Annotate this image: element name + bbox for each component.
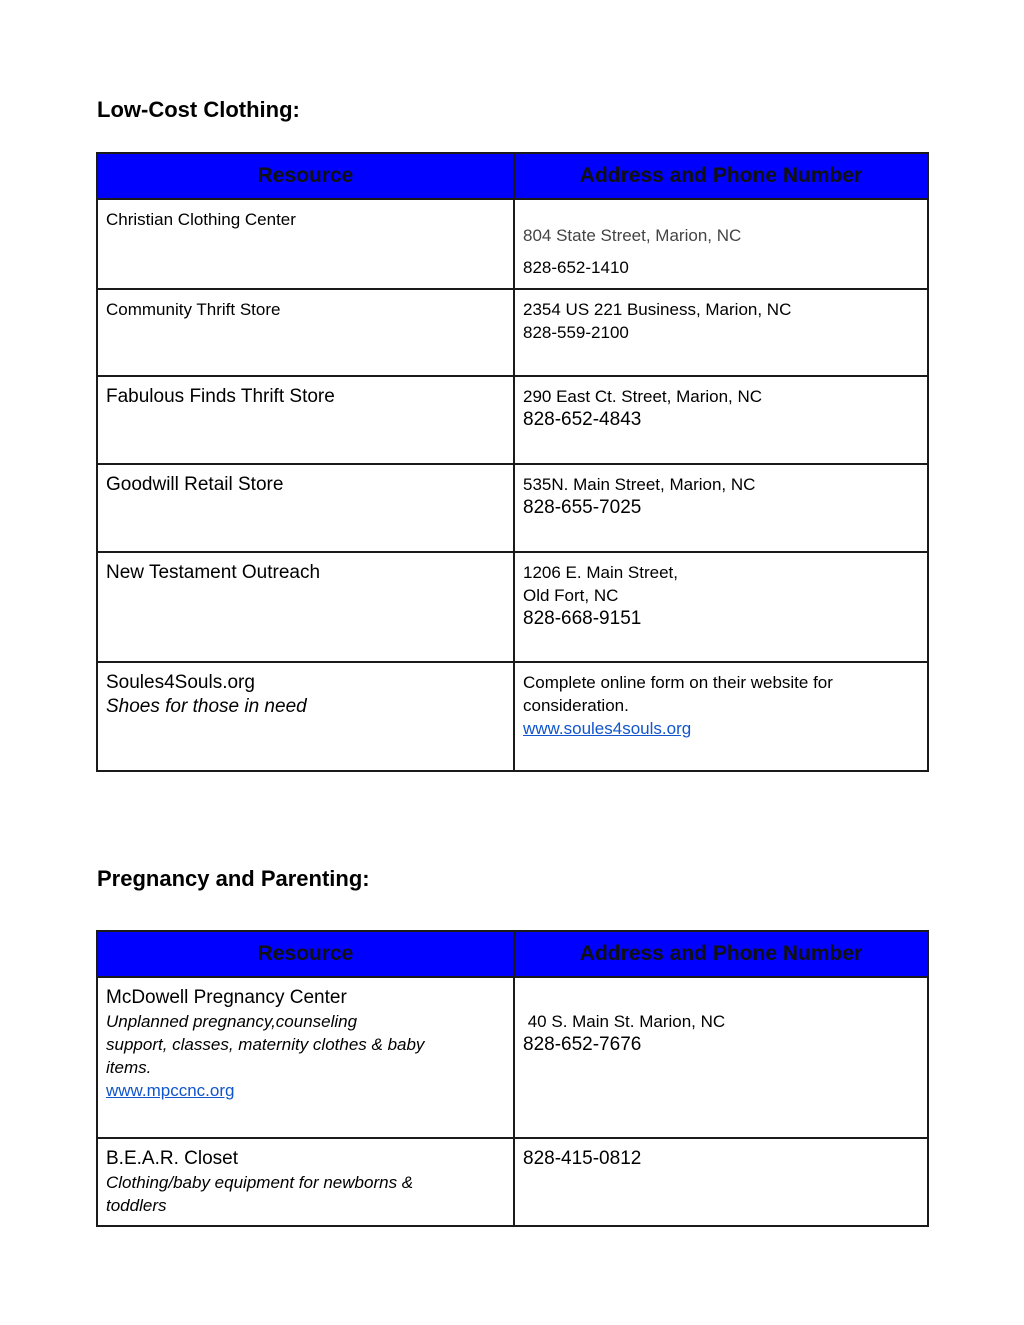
resource-cell: [97, 199, 514, 289]
resource-cell: [97, 376, 514, 464]
low-cost-clothing-table: [96, 152, 929, 772]
phone-number: 828-652-1410: [523, 258, 629, 277]
resource-name: McDowell Pregnancy Center: [106, 987, 347, 1008]
header-resource: Resource: [97, 931, 514, 977]
resource-cell: [97, 662, 514, 771]
address-cell: [514, 977, 928, 1138]
resource-description: support, classes, maternity clothes & baby: [106, 1035, 425, 1054]
address-cell: [514, 464, 928, 552]
resource-name: Christian Clothing Center: [106, 210, 296, 229]
phone-number: 828-652-4843: [523, 409, 642, 430]
phone-number: 828-415-0812: [523, 1148, 642, 1169]
table-row: [97, 977, 928, 1138]
address-line: 2354 US 221 Business, Marion, NC: [523, 300, 792, 319]
resource-cell: [97, 977, 514, 1138]
address-cell: [514, 1138, 928, 1226]
table-row: [97, 1138, 928, 1226]
phone-number: 828-652-7676: [523, 1034, 642, 1055]
table-row: [97, 552, 928, 662]
table-row: [97, 199, 928, 289]
address-line: Complete online form on their website for: [523, 673, 833, 692]
header-address-phone: Address and Phone Number: [514, 931, 928, 977]
table-row: [97, 662, 928, 771]
address-line: 804 State Street, Marion, NC: [523, 226, 742, 245]
table-row: [97, 376, 928, 464]
website-link[interactable]: www.soules4souls.org: [523, 719, 692, 738]
resource-cell: [97, 552, 514, 662]
phone-number: 828-668-9151: [523, 608, 642, 629]
header-resource: Resource: [97, 153, 514, 199]
table-row: [97, 464, 928, 552]
address-line: Old Fort, NC: [523, 586, 619, 605]
resource-name: Community Thrift Store: [106, 300, 281, 319]
resource-description: toddlers: [106, 1196, 167, 1215]
address-cell: [514, 376, 928, 464]
resource-name: B.E.A.R. Closet: [106, 1148, 238, 1169]
address-cell: [514, 552, 928, 662]
resource-name: Goodwill Retail Store: [106, 474, 284, 495]
resource-name: Fabulous Finds Thrift Store: [106, 386, 335, 407]
address-line: 1206 E. Main Street,: [523, 563, 678, 582]
resource-description: Clothing/baby equipment for newborns &: [106, 1173, 414, 1192]
address-line: consideration.: [523, 696, 629, 715]
address-line: 40 S. Main St. Marion, NC: [523, 1012, 726, 1031]
table-row: [97, 289, 928, 376]
resource-cell: [97, 464, 514, 552]
resource-cell: [97, 289, 514, 376]
resource-name: Soules4Souls.org: [106, 672, 255, 693]
table-header-row: [97, 931, 928, 977]
address-line: 290 East Ct. Street, Marion, NC: [523, 387, 763, 406]
address-line: 535N. Main Street, Marion, NC: [523, 475, 756, 494]
resource-description: items.: [106, 1058, 152, 1077]
address-cell: [514, 662, 928, 771]
header-address-phone: Address and Phone Number: [514, 153, 928, 199]
resource-cell: [97, 1138, 514, 1226]
phone-number: 828-655-7025: [523, 497, 642, 518]
phone-number: 828-559-2100: [523, 323, 629, 342]
resource-description: Unplanned pregnancy,counseling: [106, 1012, 358, 1031]
resource-name: New Testament Outreach: [106, 562, 321, 583]
section-title-pregnancy-parenting: Pregnancy and Parenting:: [97, 866, 370, 891]
address-cell: [514, 289, 928, 376]
website-link[interactable]: www.mpccnc.org: [106, 1081, 235, 1100]
resource-description: Shoes for those in need: [106, 696, 307, 717]
pregnancy-parenting-table: [96, 930, 929, 1227]
section-title-low-cost-clothing: Low-Cost Clothing:: [97, 97, 300, 122]
table-header-row: [97, 153, 928, 199]
address-cell: [514, 199, 928, 289]
